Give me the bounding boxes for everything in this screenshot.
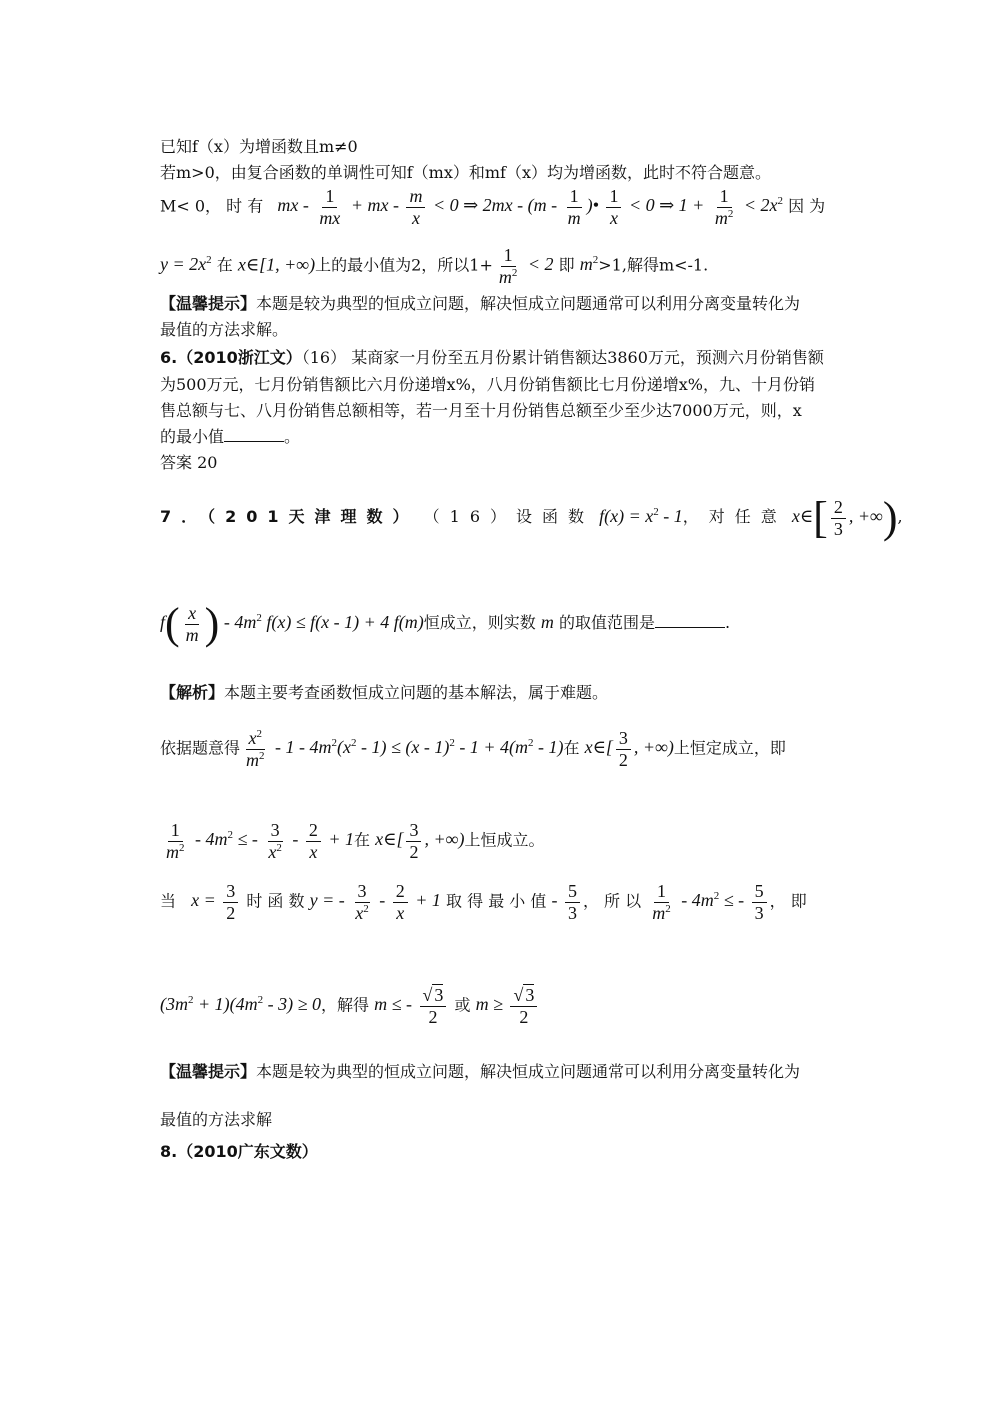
text-fragment: 时 函 数 — [246, 891, 305, 911]
question-6 — [160, 345, 824, 368]
analysis-paragraph — [160, 680, 608, 703]
separated-line — [160, 820, 544, 862]
text-fragment: ，对任意 — [682, 507, 787, 527]
text-fragment: 上恒成立。 — [464, 830, 545, 850]
inequality-line — [160, 186, 825, 228]
formula: x∈[ $\frac{2}{3}$ , +∞) — [791, 493, 898, 542]
answer-blank — [224, 441, 284, 442]
text-fragment: 上恒定成立，即 — [673, 738, 786, 758]
analysis-heading: 【解析】 — [160, 683, 225, 702]
tip-paragraph — [160, 291, 800, 314]
text-fragment: 的最小值 — [160, 427, 225, 446]
minimum-value-line — [160, 881, 807, 923]
text-line: 最值的方法求解 — [160, 1110, 273, 1129]
q7-condition-line — [160, 599, 731, 648]
text-fragment: ， 即 — [769, 891, 807, 911]
minimum-line — [160, 245, 708, 287]
tip-paragraph — [160, 1059, 800, 1082]
formula: x∈[1, +∞) — [237, 254, 316, 275]
answer-blank — [655, 627, 725, 628]
analysis-body: 本题主要考查函数恒成立问题的基本解法，属于难题。 — [224, 683, 609, 702]
text-fragment: . — [725, 613, 731, 633]
text-fragment: ，解得 — [321, 995, 370, 1015]
text-fragment: 恒成立，则实数 — [423, 613, 536, 633]
text-fragment: （16）设函数 — [423, 507, 595, 527]
tip-body: 本题是较为典型的恒成立问题，解决恒成立问题通常可以利用分离变量转化为 — [256, 294, 801, 313]
text-fragment: >1,解得m<-1. — [598, 255, 709, 275]
text-fragment: 或 — [454, 995, 471, 1015]
text-fragment: 即 — [558, 255, 575, 275]
formula: $y = 2x^2$ — [160, 254, 212, 275]
formula: mx - $\frac{1}{mx}$ + mx - $\frac{m}{x}$ < 0 ⇒ 2mx - (m - $\frac{1}{m}$ )• $\frac{1}{x}$ < 0 ⇒ 1 + $\frac{1}{m^2}$ < $2x^2$ — [268, 186, 783, 228]
formula: x∈[ $\frac{3}{2}$ , +∞) — [584, 728, 674, 770]
formula: $f(x) = x^2 - 1$ — [599, 506, 683, 527]
text-fragment: 。 — [284, 427, 301, 446]
formula: x = $\frac{3}{2}$ — [191, 890, 241, 910]
text-fragment: 的取值范围是 — [559, 613, 656, 633]
formula: m ≤ - $\frac{√ 3}{2}$ — [374, 994, 449, 1014]
text-fragment: M< 0， 时 有 — [160, 196, 264, 216]
tip-body: 本题是较为典型的恒成立问题，解决恒成立问题通常可以利用分离变量转化为 — [256, 1062, 801, 1081]
text-fragment: 取 得 最 小 值 — [446, 891, 547, 911]
text-fragment: 上的最小值为2，所以1+ — [315, 255, 493, 275]
answer-6: 答案 20 — [160, 453, 218, 472]
question-heading: 7．（201天津理数） — [160, 507, 419, 527]
text-line: 若m>0，由复合函数的单调性可知f（mx）和mf（x）均为增函数，此时不符合题意。 — [160, 163, 771, 182]
text-line: 最值的方法求解。 — [160, 320, 289, 339]
formula: m ≥ $\frac{√ 3}{2}$ — [476, 994, 541, 1014]
text-fragment: 依据题意得 — [160, 738, 241, 758]
formula: $(3m^2 + 1)(4m^2 - 3) \ge 0$ — [160, 994, 322, 1015]
text-fragment: 因 为 — [788, 196, 826, 216]
formula: $\frac{1}{m^2}$ - $4m^2$ ≤ - $\frac{3}{x^2}$ - $\frac{2}{x}$ + 1 — [166, 820, 355, 862]
question-heading: 6.（2010浙江文） — [160, 348, 302, 367]
text-fragment: 在 — [216, 255, 233, 275]
formula: x∈[ $\frac{3}{2}$ , +∞) — [375, 820, 465, 862]
tip-heading: 【温馨提示】 — [160, 1062, 257, 1081]
text-line: 为500万元，七月份销售额比六月份递增x%，八月份销售额比七月份递增x%，九、十月份销 — [160, 375, 815, 394]
text-fragment: 在 — [563, 738, 580, 758]
question-7: 7．（201天津理数） （16）设函数 $f(x) = x^2 - 1$，对任意 x∈[ $\frac{2}{3}$ , +∞), — [160, 493, 903, 542]
text-fragment: 在 — [354, 830, 371, 850]
text-fragment: ， 所 以 — [582, 891, 642, 911]
formula: $\frac{1}{m^2}$ < 2 — [498, 245, 554, 287]
question-8-heading: 8.（2010广东文数） — [160, 1142, 318, 1161]
formula: - $\frac{5}{3}$ — [551, 890, 583, 910]
formula: f( $\frac{x}{m}$ ) - $4m^2$ f(x) ≤ f(x - 1) + 4 f(m) — [160, 599, 424, 648]
text-line: 售总额与七、八月份销售总额相等，若一月至十月份销售总额至少至少达7000万元，则，x — [160, 401, 802, 420]
formula: y = - $\frac{3}{x^2}$ - $\frac{2}{x}$ + 1 — [309, 881, 441, 923]
formula: $\frac{1}{m^2}$ - $4m^2$ ≤ - $\frac{5}{3}$ — [646, 890, 769, 910]
formula: $\frac{x^2}{m^2}$ - $1 - 4m^2(x^2 - 1) \le (x - 1)^2 - 1 + 4(m^2 - 1)$ — [246, 728, 564, 770]
formula: $m^2$ — [579, 254, 599, 275]
text-line: 已知f（x）为增函数且m≠0 — [160, 137, 358, 156]
text-fragment: 当 — [160, 891, 187, 911]
question-body: （16） 某商家一月份至五月份累计销售额达3860万元，预测六月份销售额 — [301, 348, 824, 367]
basis-line — [160, 728, 786, 770]
tip-heading: 【温馨提示】 — [160, 294, 257, 313]
answer-blank-line — [160, 424, 300, 447]
formula: m — [540, 612, 554, 633]
solution-line — [160, 985, 540, 1027]
